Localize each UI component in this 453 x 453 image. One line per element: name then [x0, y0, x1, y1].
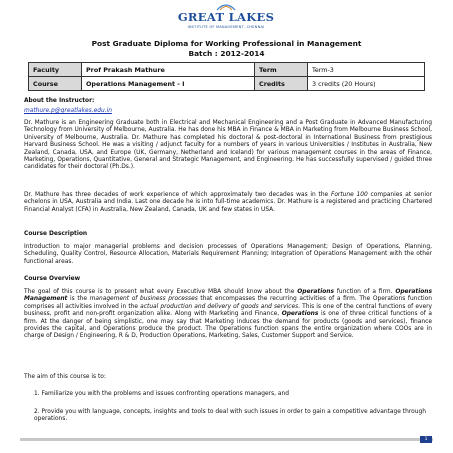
- text-span: companies at senior echelons in USA, Australia and India. Last one decade he is into full-time academics. Dr. Mathure is a registered and practicing Chartered Financial Analyst (CFA) in Australia, New Zealand, Canada, UK and few states in USA.: [24, 192, 432, 213]
- text-span: Dr. Mathure has three decades of work experience of which approximately two decades was in the: [24, 192, 331, 198]
- aim-item-2: 2. Provide you with language, concepts, insights and tools to deal with such issues in order to gain a competitive advantage through operations.: [34, 409, 426, 423]
- emphasis-text: Operations: [297, 289, 334, 295]
- instructor-bio-paragraph: Dr. Mathure is an Engineering Graduate both in Electrical and Mechanical Engineering and a Post Graduate in Advanced Manufacturing Technology from University of Melbourne, Australia. He has done his MBA in Finance & MBA in Marketing from Melbourne Business School, University of Melbourne, Australia. Dr. Mathure has completed his doctoral & post-doctoral in International Business from prestigious Harvard Business School. He was a visiting / adjunct faculty for a numbers of years in various Universities / Institutes in Australia, New Zealand, Canada, USA, and Europe (UK, Germany, Netherland and Iceland) for various management courses in the areas of Finance, Marketing, Operations, Quantitative, General and Strategic Management, and Engineering. He has successfully supervised / guided three candidates for their doctoral (Ph.Ds.).: [24, 120, 432, 171]
- course-overview-paragraph: [24, 289, 432, 341]
- text-span: that encompasses the recurring activities of a firm. The Operations function comprises all activities involved in the: [24, 296, 432, 310]
- text-span: is one of three critical functions of a firm. At the danger of being simplistic, one may say that Marketing induces the demand for products (goods and services), finance provides the capital, and Operations produce the product. The Operations function spans the entire organization where COOs are in charge of Design / Engineering, R & D, Production Operations, Marketing, Sales, Customer Support and Service.: [24, 311, 432, 340]
- email-line: [24, 108, 432, 115]
- instructor-experience-paragraph: [24, 192, 432, 214]
- course-description-text: Introduction to major managerial problems and decision processes of Operations Management; Design of Operations, Planning, Scheduling, Quality Control, Resource Allocation, Materials Requirement Planning; Integration of Operations Management with the other functional areas.: [24, 244, 432, 265]
- course-overview-heading: Course Overview: [24, 276, 81, 282]
- logo-tagline: INSTITUTE OF MANAGEMENT, CHENNAI: [187, 25, 265, 29]
- table-row: [29, 77, 425, 91]
- emphasis-text: Operations Management: [24, 289, 432, 303]
- course-description-heading: Course Description: [24, 231, 88, 237]
- course-label: Course: [29, 77, 82, 91]
- credits-label: Credits: [255, 77, 308, 91]
- faculty-value: Prof Prakash Mathure: [82, 63, 255, 77]
- emphasis-text: actual production and delivery of goods and services: [140, 303, 299, 310]
- great-lakes-logo: [174, 4, 278, 34]
- aim-item-1: 1. Familiarize you with the problems and issues confronting operations managers, and: [34, 391, 289, 397]
- table-row: [29, 63, 425, 77]
- text-span: The goal of this course is to present what every Executive MBA should know about the: [24, 289, 298, 295]
- fortune-text: Fortune 100: [330, 192, 368, 198]
- term-value: Term-3: [308, 63, 425, 77]
- instructor-heading: About the Instructor:: [24, 98, 95, 104]
- text-span: . This is one of the central functions of every business, profit and non-profit organization alike. Along with Marketing and Finance,: [24, 303, 432, 318]
- batch-title: Batch : 2012-2014: [188, 49, 265, 58]
- faculty-label: Faculty: [29, 63, 82, 77]
- document-title: Post Graduate Diploma for Working Professional in Management: [91, 39, 362, 48]
- credits-value: 3 credits (20 Hours): [308, 77, 425, 91]
- course-info-table: [28, 62, 425, 91]
- course-value: Operations Management - I: [82, 77, 255, 91]
- term-label: Term: [255, 63, 308, 77]
- emphasis-text: Operations: [281, 311, 319, 318]
- text-span: function of a firm.: [333, 289, 396, 295]
- footer-bar: [20, 438, 433, 441]
- page-number: 1: [420, 436, 432, 443]
- logo-name: GREAT LAKES: [177, 10, 275, 24]
- aim-intro: The aim of this course is to:: [24, 374, 106, 380]
- text-span: is the: [67, 296, 90, 303]
- instructor-email-link[interactable]: mathure.p@greatlakes.edu.in: [24, 108, 112, 114]
- emphasis-text: management of business processes: [89, 296, 198, 303]
